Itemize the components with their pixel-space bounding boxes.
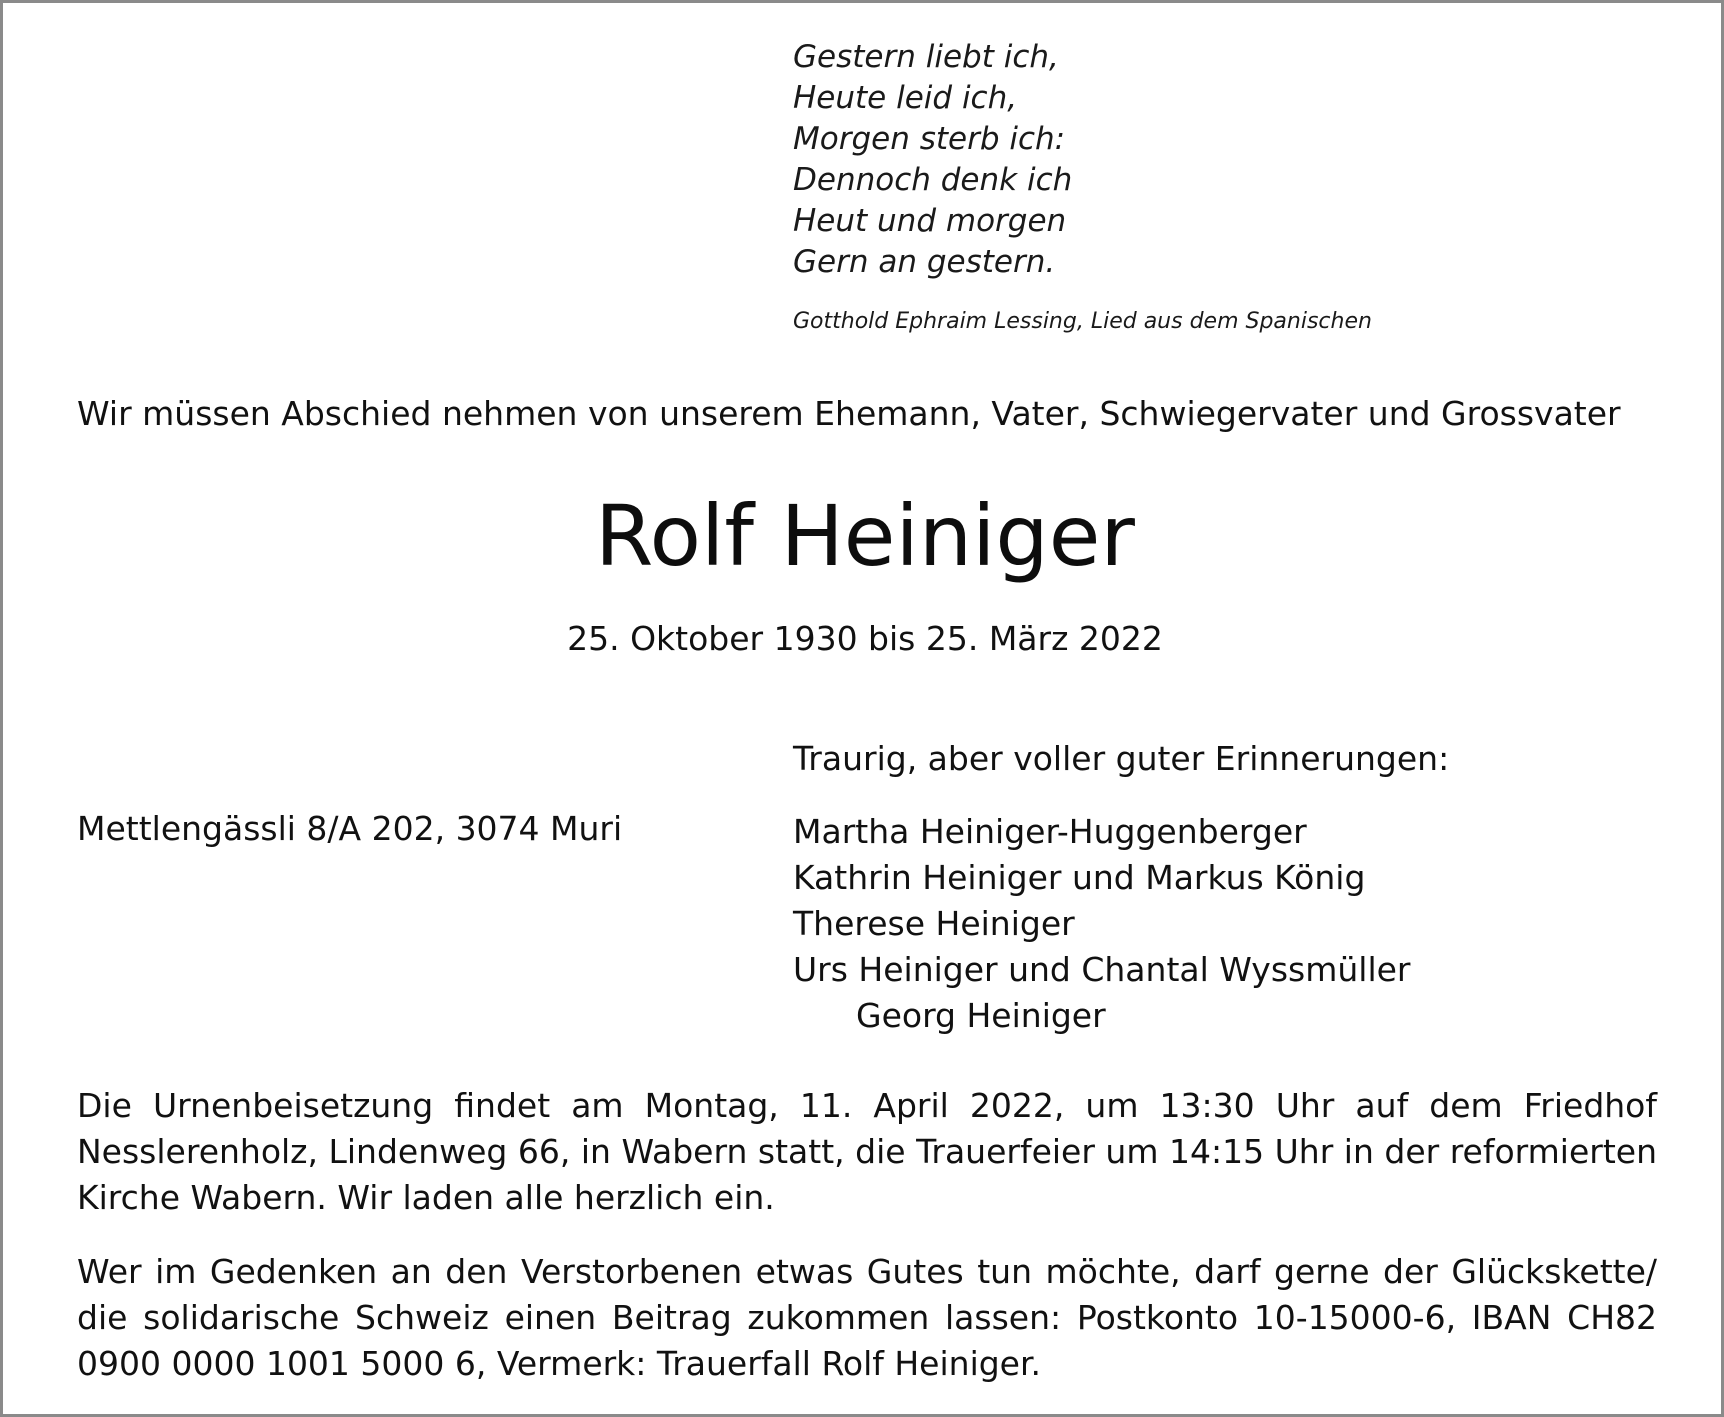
deceased-name: Rolf Heiniger (595, 487, 1135, 585)
poem-line: Gestern liebt ich, (793, 39, 1059, 75)
mourner-item: Kathrin Heiniger und Markus König (793, 858, 1366, 897)
poem-line: Heut und morgen (793, 203, 1067, 239)
address: Mettlengässli 8/A 202, 3074 Muri (77, 809, 623, 848)
poem-line: Gern an gestern. (793, 244, 1056, 280)
poem (793, 37, 1072, 283)
donation-paragraph: Wer im Gedenken an den Verstorbenen etwas Gutes tun möchte, darf gerne der Glückskette/ die solidarische Schweiz einen Beitrag zukommen lassen: Postkonto 10-15000-6, IBAN CH82 0900 0000 1001 5000 6, Vermerk: Trauerfall Rolf Heiniger. (77, 1252, 1657, 1383)
mourner-item: Urs Heiniger und Chantal Wyssmüller (793, 950, 1411, 989)
intro-text: Wir müssen Abschied nehmen von unserem Ehemann, Vater, Schwiegervater und Grossvater (77, 394, 1621, 433)
mourners-list (793, 809, 1411, 1039)
mourners-heading: Traurig, aber voller guter Erinnerungen: (793, 739, 1450, 778)
poem-line: Morgen sterb ich: (793, 121, 1066, 157)
poem-line: Heute leid ich, (793, 80, 1018, 116)
mourner-item: Georg Heiniger (856, 996, 1106, 1035)
poem-attribution: Gotthold Ephraim Lessing, Lied aus dem Spanischen (793, 309, 1372, 334)
poem-line: Dennoch denk ich (793, 162, 1073, 198)
mourner-item: Therese Heiniger (793, 904, 1075, 943)
ceremony-paragraph: Die Urnenbeisetzung findet am Montag, 11. April 2022, um 13:30 Uhr auf dem Friedhof Nesslerenholz, Lindenweg 66, in Wabern statt, die Trauerfeier um 14:15 Uhr in der reformierten Kirche Wabern. Wir laden alle herzlich ein. (77, 1086, 1657, 1217)
life-dates: 25. Oktober 1930 bis 25. März 2022 (567, 619, 1163, 658)
mourner-item: Martha Heiniger-Huggenberger (793, 812, 1307, 851)
